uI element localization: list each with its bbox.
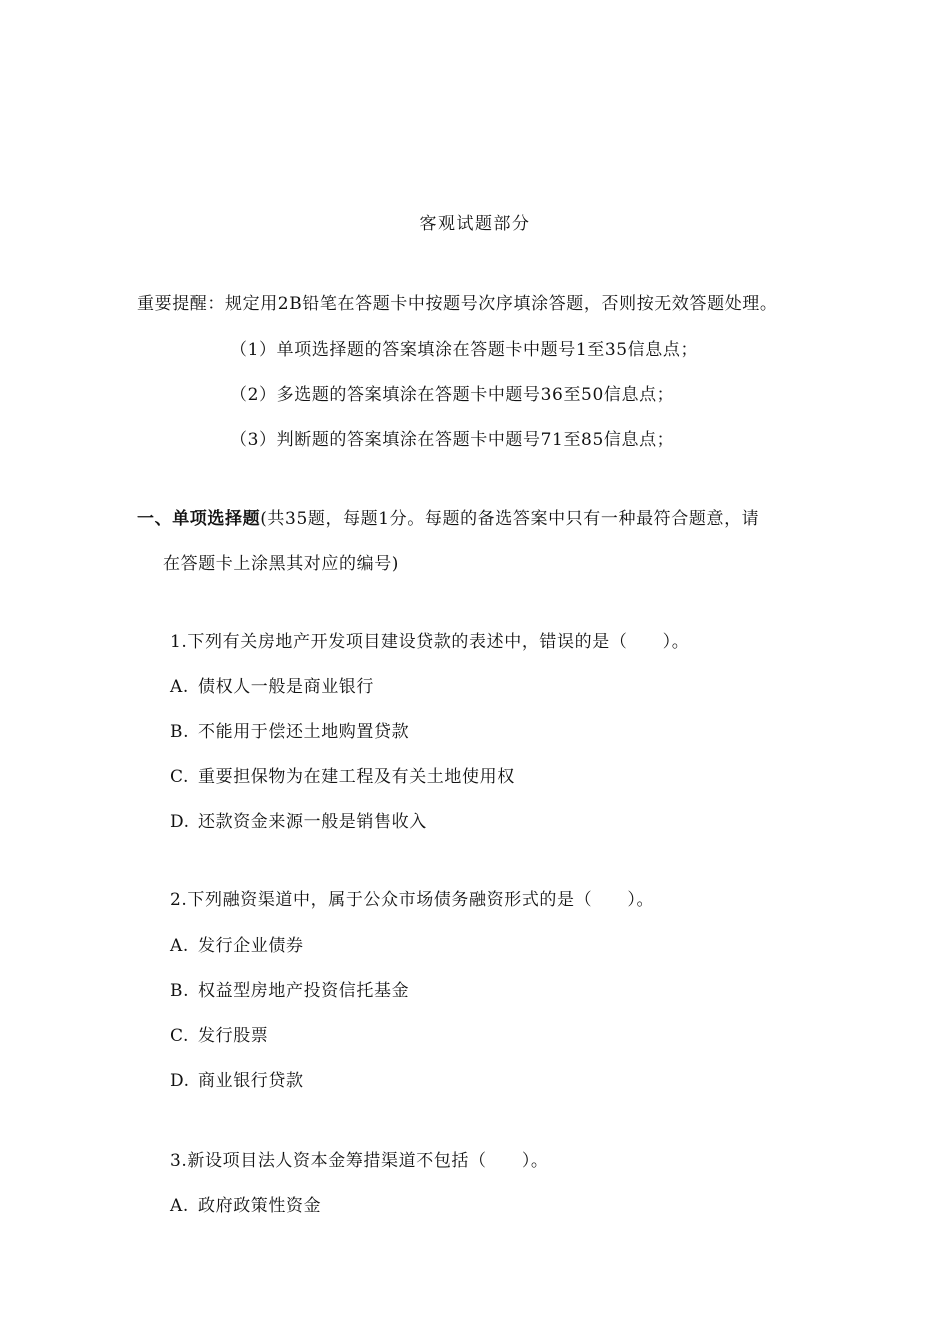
option-text: 政府政策性资金 <box>198 1196 322 1216</box>
section-description: (共35题，每题1分。每题的备选答案中只有一种最符合题意，请 <box>260 509 760 529</box>
option-key: A. <box>170 677 189 697</box>
question-1-option-d <box>170 811 427 833</box>
instruction-2: （2）多选题的答案填涂在答题卡中题号36至50信息点； <box>230 385 675 405</box>
question-2-option-a <box>170 935 304 957</box>
section-heading <box>137 508 759 530</box>
section-number: 一、 <box>137 509 173 529</box>
option-text: 还款资金来源一般是销售收入 <box>198 812 427 832</box>
option-text: 商业银行贷款 <box>198 1071 304 1091</box>
question-1-stem: 1.下列有关房地产开发项目建设贷款的表述中，错误的是（ ）。 <box>170 632 690 652</box>
question-3-option-a <box>170 1195 321 1217</box>
question-1-option-a <box>170 676 374 698</box>
option-key: C. <box>170 767 190 787</box>
question-3-stem: 3.新设项目法人资本金筹措渠道不包括（ ）。 <box>170 1151 549 1171</box>
important-notice: 重要提醒：规定用2B铅笔在答题卡中按题号次序填涂答题，否则按无效答题处理。 <box>137 294 778 314</box>
option-text: 不能用于偿还土地购置贷款 <box>198 722 410 742</box>
section-description-continued: 在答题卡上涂黑其对应的编号) <box>163 554 400 574</box>
option-text: 债权人一般是商业银行 <box>198 677 374 697</box>
question-2-option-c <box>170 1025 268 1047</box>
option-key: D. <box>170 1071 190 1091</box>
option-key: D. <box>170 812 190 832</box>
section-name: 单项选择题 <box>172 509 261 529</box>
option-key: A. <box>170 936 189 956</box>
question-2-option-d <box>170 1070 304 1092</box>
question-1-option-c <box>170 766 515 788</box>
option-text: 发行股票 <box>198 1026 269 1046</box>
option-key: A. <box>170 1196 189 1216</box>
option-text: 权益型房地产投资信托基金 <box>198 981 410 1001</box>
instruction-1: （1）单项选择题的答案填涂在答题卡中题号1至35信息点； <box>230 340 699 360</box>
question-2-stem: 2.下列融资渠道中，属于公众市场债务融资形式的是（ ）。 <box>170 890 655 910</box>
option-key: C. <box>170 1026 190 1046</box>
option-text: 发行企业债券 <box>198 936 304 956</box>
option-text: 重要担保物为在建工程及有关土地使用权 <box>198 767 515 787</box>
option-key: B. <box>170 981 190 1001</box>
page-title: 客观试题部分 <box>419 214 531 234</box>
option-key: B. <box>170 722 190 742</box>
question-1-option-b <box>170 721 409 743</box>
instruction-3: （3）判断题的答案填涂在答题卡中题号71至85信息点； <box>230 430 675 450</box>
question-2-option-b <box>170 980 409 1002</box>
